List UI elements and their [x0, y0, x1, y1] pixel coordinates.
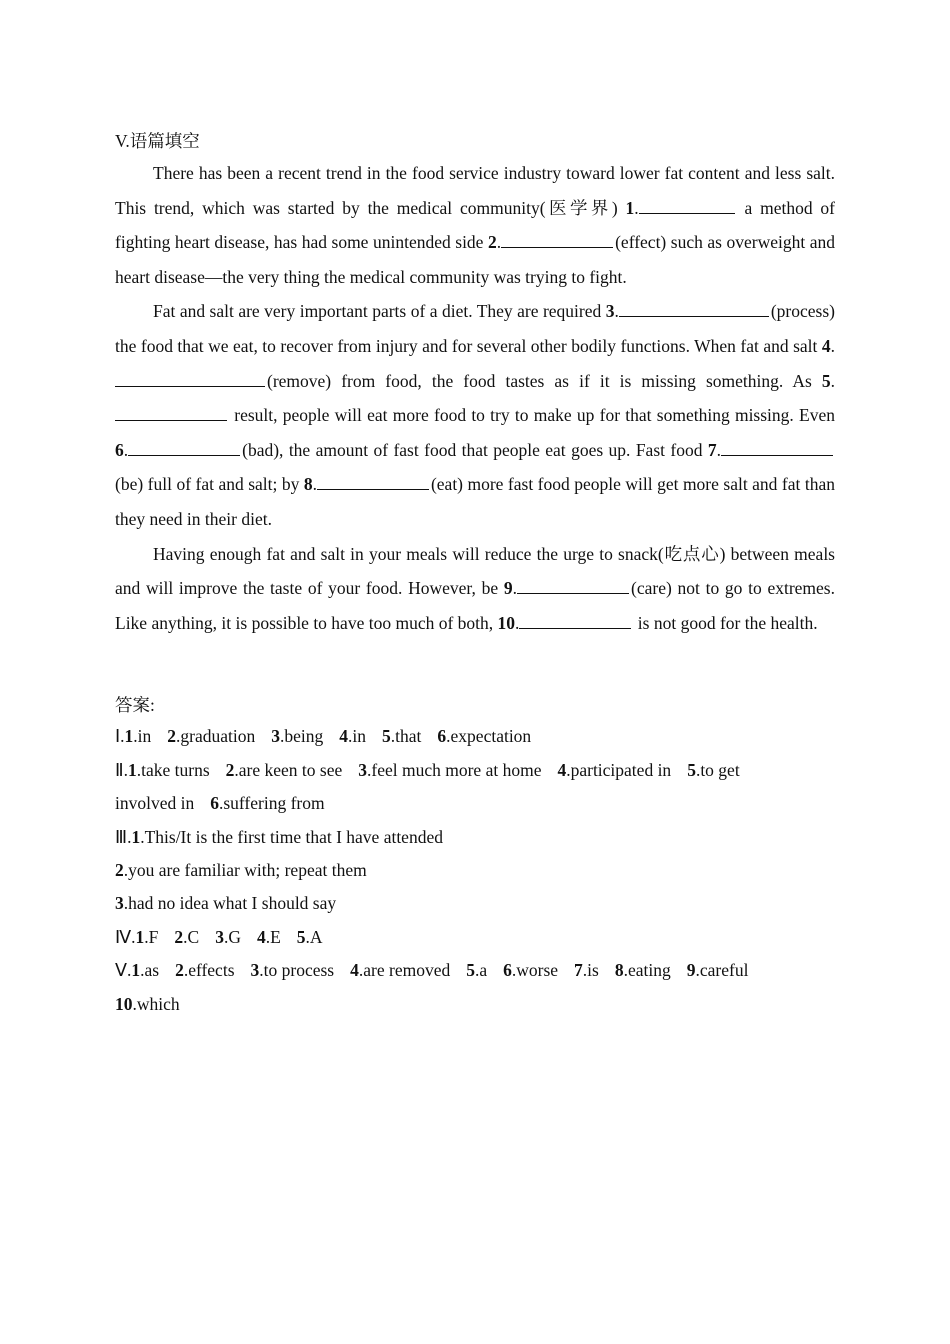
answer-blank — [639, 212, 735, 214]
answer-item: 2.graduation — [167, 726, 256, 747]
answer-item: 5.that — [382, 726, 422, 747]
answers-title: 答案: — [115, 695, 155, 716]
passage-text: (effect) such as overweight and heart disease—the very thing the medical community was trying to fight. — [115, 232, 835, 287]
answer-blank — [317, 488, 429, 490]
answer-item: 6.suffering from — [210, 793, 325, 814]
answer-row-section-3-line3: 3.had no idea what I should say — [115, 893, 337, 914]
answer-item: 1.F — [135, 926, 159, 947]
answer-item: 4.are removed — [350, 960, 451, 981]
answer-item: 3.to process — [250, 960, 335, 981]
answer-item: 3.feel much more at home — [358, 759, 542, 780]
answer-item: 6.expectation — [437, 726, 532, 747]
answer-row-section-5-cont: 10.which — [115, 993, 180, 1014]
passage-text: a method of fighting heart disease, has had some unintended side — [115, 197, 835, 253]
answer-item: 4.E — [256, 926, 281, 947]
blank-number: 2 — [487, 232, 497, 253]
answer-blank — [128, 454, 240, 456]
passage-text: (eat) more fast food people will get more salt and fat than they need in their diet. — [115, 474, 835, 529]
answer-item: 2.effects — [175, 960, 235, 981]
answer-item: 2.are keen to see — [225, 759, 343, 780]
paragraph-3: Having enough fat and salt in your meals will reduce the urge to snack(吃点心) between meals and will improve the taste of your food. However, be 9. (care) not to go to extremes. Like anything, it is possible to have too much of both, 10. is not good for the health. — [115, 543, 835, 633]
answer-item: 1.as — [131, 960, 160, 981]
answer-item: 3.G — [215, 926, 241, 947]
answer-blank — [519, 627, 631, 629]
answer-blank — [721, 454, 833, 456]
passage-text: result, people will eat more food to try to make up for that something missing. Even — [229, 405, 835, 426]
section-label: Ⅴ. — [115, 960, 132, 981]
answer-blank — [115, 385, 265, 387]
blank-number: 10 — [497, 612, 516, 633]
document-page — [115, 126, 835, 1021]
passage-text: There has been a recent trend in the food service industry toward lower fat content and less salt. This trend, which was started by the medical community(医学界) — [115, 163, 835, 218]
blank-number: 7 — [707, 439, 717, 460]
section-label: Ⅰ. — [115, 726, 125, 747]
answer-row-section-5 — [115, 954, 835, 987]
passage-text: (remove) from food, the food tastes as if it is missing something. As — [267, 370, 822, 391]
answer-item: 6.worse — [503, 960, 559, 981]
paragraph-1: There has been a recent trend in the food service industry toward lower fat content and less salt. This trend, which was started by the medical community(医学界) 1. a method of fighting heart disease, has had some unintended side 2. (effect) such as overweight and heart disease—the very thing the medical community was trying to fight. — [115, 163, 835, 287]
answer-blank — [501, 246, 613, 248]
blank-number: 4 — [821, 335, 831, 356]
passage-text: is not good for the health. — [633, 612, 818, 633]
paragraph-2: Fat and salt are very important parts of a diet. They are required 3. (process) the food that we eat, to recover from injury and for several other bodily functions. When fat and salt 4.(remove) from food, the food tastes as if it is missing something. As 5. result, people will eat more food to try to make up for that something missing. Even 6. (bad), the amount of fast food that people eat goes up. Fast food 7.(be) full of fat and salt; by 8. (eat) more fast food people will get more salt and fat than they need in their diet. — [115, 301, 835, 529]
section-label: Ⅳ. — [115, 926, 136, 947]
answer-item: 3.being — [271, 726, 324, 747]
blank-number: 3 — [605, 301, 615, 322]
answer-row-section-2-cont: involved in 6.suffering from — [115, 793, 325, 814]
section-label: Ⅲ. — [115, 826, 132, 847]
answer-item: 1.in — [124, 726, 152, 747]
answer-blank — [517, 592, 629, 594]
passage-text: (process) the food that we eat, to recover from injury and for several other bodily functions. When fat and salt — [115, 301, 835, 356]
answer-blank — [619, 315, 769, 317]
section-title: V.语篇填空 — [115, 131, 200, 151]
passage-text: (care) not to go to extremes. Like anything, it is possible to have too much of both, — [115, 578, 835, 633]
answer-item: 7.is — [574, 960, 599, 981]
passage-text: Having enough fat and salt in your meals will reduce the urge to snack(吃点心) between meals and will improve the taste of your food. However, be — [115, 543, 835, 599]
answer-row-section-1 — [115, 720, 835, 753]
answer-row-section-3: Ⅲ.1.This/It is the first time that I have attended — [115, 826, 443, 847]
passage-text: (bad), the amount of fast food that people eat goes up. Fast food — [242, 439, 708, 460]
blank-number: 8 — [303, 474, 313, 495]
blank-number: 6 — [115, 439, 124, 460]
section-label: Ⅱ. — [115, 759, 128, 780]
answer-item: 2.C — [174, 926, 200, 947]
answer-item: 5.a — [466, 960, 488, 981]
blank-number: 9 — [503, 578, 513, 599]
answer-item: 9.careful — [686, 960, 749, 981]
answer-row-section-3-line2: 2.you are familiar with; repeat them — [115, 859, 367, 880]
passage-text: Fat and salt are very important parts of a diet. They are required — [153, 301, 606, 322]
blank-number: 1 — [625, 197, 635, 218]
blank-number: 5 — [821, 370, 831, 391]
answer-row-section-2 — [115, 754, 835, 787]
answer-item: 8.eating — [614, 960, 671, 981]
answer-item: 4.in — [339, 726, 367, 747]
answer-item: 4.participated in — [557, 759, 672, 780]
answer-row-section-4 — [115, 921, 835, 954]
answer-item: 5.to get — [687, 759, 740, 780]
answer-item: 5.A — [296, 926, 323, 947]
answer-item: 1.take turns — [128, 759, 210, 780]
answer-blank — [115, 419, 227, 421]
passage-text: (be) full of fat and salt; by — [115, 474, 304, 495]
